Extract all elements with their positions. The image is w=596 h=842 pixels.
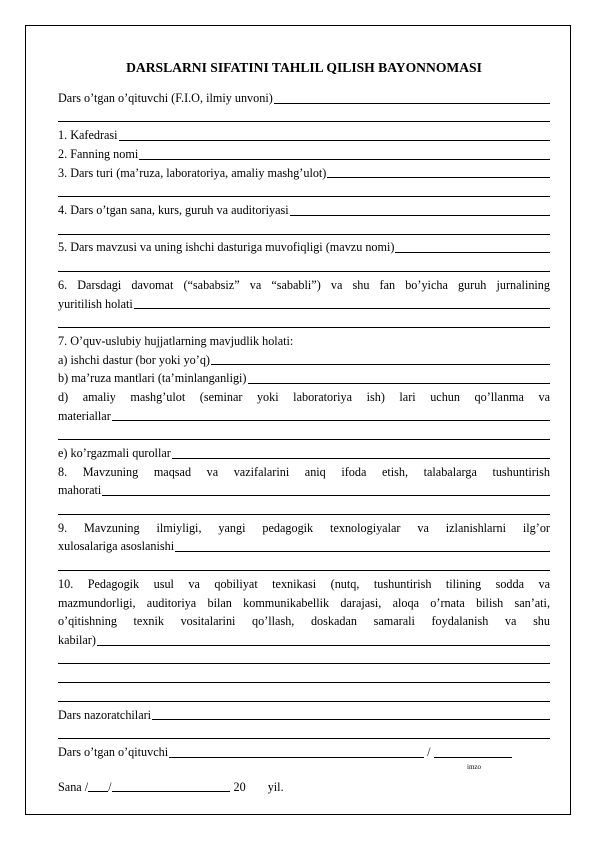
scientific-label: xulosalariga asoslanishi	[58, 539, 175, 554]
documents-heading: 7. O’quv-uslubiy hujjatlarning mavjudlik holati:	[58, 333, 294, 348]
date-separator: /	[108, 779, 112, 794]
observers-input-line[interactable]	[152, 719, 550, 720]
pedagogy-text-line-3: o’qitishning texnik vositalarini qo’llash, doskadan samarali foydalanish va shu	[58, 614, 550, 629]
work-program-label: a) ishchi dastur (bor yoki yo’q)	[58, 352, 210, 367]
visual-aids-input-line[interactable]	[172, 458, 550, 459]
scientific-input-line[interactable]	[175, 551, 550, 552]
teacher-input-line[interactable]	[274, 103, 550, 104]
blank-line[interactable]	[58, 668, 550, 687]
lesson-type-field[interactable]	[58, 164, 550, 183]
date-row[interactable]	[58, 778, 550, 797]
blank-line[interactable]	[58, 650, 550, 669]
department-input-line[interactable]	[119, 140, 550, 141]
blank-line[interactable]	[58, 724, 550, 743]
practical-text-line: d) amaliy mashg’ulot (seminar yoki laboratoriya ish) lari uchun qo’llanma va	[58, 390, 550, 404]
attendance-label: yuritilish holati	[58, 296, 133, 311]
objectives-label: mahorati	[58, 483, 102, 498]
observers-field[interactable]	[58, 706, 550, 725]
day-input-line[interactable]	[88, 791, 108, 792]
teacher-field[interactable]	[58, 89, 550, 108]
subject-field[interactable]	[58, 145, 550, 164]
scientific-text-line: 9. Mavzuning ilmiyligi, yangi pedagogik texnologiyalar va izlanishlarni ilg’or	[58, 520, 550, 535]
work-program-input-line[interactable]	[211, 364, 550, 365]
teacher-label: Dars o’tgan o’qituvchi (F.I.O, ilmiy unvoni)	[58, 90, 273, 105]
page-title: DARSLARNI SIFATINI TAHLIL QILISH BAYONNOMASI	[126, 60, 482, 75]
blank-line[interactable]	[58, 108, 550, 127]
practical-materials-field[interactable]	[58, 407, 550, 426]
year-suffix: yil.	[267, 779, 284, 794]
visual-aids-field[interactable]	[58, 444, 550, 463]
attendance-text-line: 6. Darsdagi davomat (“sababsiz” va “sababli”) va shu fan bo’yicha guruh jurnalining	[58, 277, 550, 292]
blank-line[interactable]	[58, 556, 550, 575]
lesson-type-label: 3. Dars turi (ma’ruza, laboratoriya, amaliy mashg’ulot)	[58, 165, 327, 180]
department-field[interactable]	[58, 126, 550, 145]
date-group-label: 4. Dars o’tgan sana, kurs, guruh va auditoriyasi	[58, 203, 289, 218]
date-group-input-line[interactable]	[290, 215, 550, 216]
pedagogy-label: kabilar)	[58, 632, 96, 647]
date-group-field[interactable]	[58, 201, 550, 220]
pedagogy-text-line-2: mazmundorligi, auditoriya bilan kommunikabellik darajasi, aloqa o’rnata bilish san’ati,	[58, 595, 550, 610]
visual-aids-label: e) ko’rgazmali qurollar	[58, 446, 171, 461]
blank-line[interactable]	[58, 425, 550, 444]
practical-materials-input-line[interactable]	[112, 420, 550, 421]
lecture-texts-field[interactable]	[58, 369, 550, 388]
objectives-text-line: 8. Mavzuning maqsad va vazifalarini aniq ifoda etish, talabalarga tushuntirish	[58, 464, 550, 479]
year-prefix: 20	[233, 779, 246, 794]
teacher-name-line[interactable]	[169, 757, 424, 758]
department-label: 1. Kafedrasi	[58, 128, 118, 143]
lecture-texts-label: b) ma’ruza mantlari (ta’minlanganligi)	[58, 371, 247, 386]
pedagogy-input-line[interactable]	[97, 645, 550, 646]
form-body	[58, 58, 550, 796]
lesson-type-input-line[interactable]	[327, 177, 550, 178]
practical-materials-label: materiallar	[58, 408, 111, 423]
topic-field[interactable]	[58, 239, 550, 258]
signature-line[interactable]	[434, 757, 512, 758]
subject-label: 2. Fanning nomi	[58, 147, 139, 162]
objectives-field[interactable]	[58, 481, 550, 500]
blank-line[interactable]	[58, 182, 550, 201]
signature-caption: imzo	[467, 762, 481, 771]
observers-label: Dars nazoratchilari	[58, 707, 152, 722]
objectives-input-line[interactable]	[102, 495, 550, 496]
topic-label: 5. Dars mavzusi va uning ishchi dasturiga muvofiqligi (mavzu nomi)	[58, 240, 395, 255]
pedagogy-text-line-1: 10. Pedagogik usul va qobiliyat texnikasi (nutq, tushuntirish tilining sodda va	[58, 576, 550, 591]
attendance-field[interactable]	[58, 295, 550, 314]
month-input-line[interactable]	[112, 791, 230, 792]
blank-line[interactable]	[58, 687, 550, 706]
work-program-field[interactable]	[58, 351, 550, 370]
teacher-signature-row[interactable]	[58, 743, 550, 762]
signature-slash: /	[427, 745, 431, 760]
topic-input-line[interactable]	[395, 252, 550, 253]
date-prefix: Sana /	[58, 779, 89, 794]
subject-input-line[interactable]	[139, 159, 550, 160]
blank-line[interactable]	[58, 257, 550, 276]
lecture-texts-input-line[interactable]	[248, 383, 551, 384]
blank-line[interactable]	[58, 500, 550, 519]
blank-line[interactable]	[58, 313, 550, 332]
scientific-field[interactable]	[58, 538, 550, 557]
attendance-input-line[interactable]	[134, 308, 550, 309]
teacher-sign-label: Dars o’tgan o’qituvchi	[58, 745, 169, 760]
pedagogy-field[interactable]	[58, 631, 550, 650]
blank-line[interactable]	[58, 220, 550, 239]
